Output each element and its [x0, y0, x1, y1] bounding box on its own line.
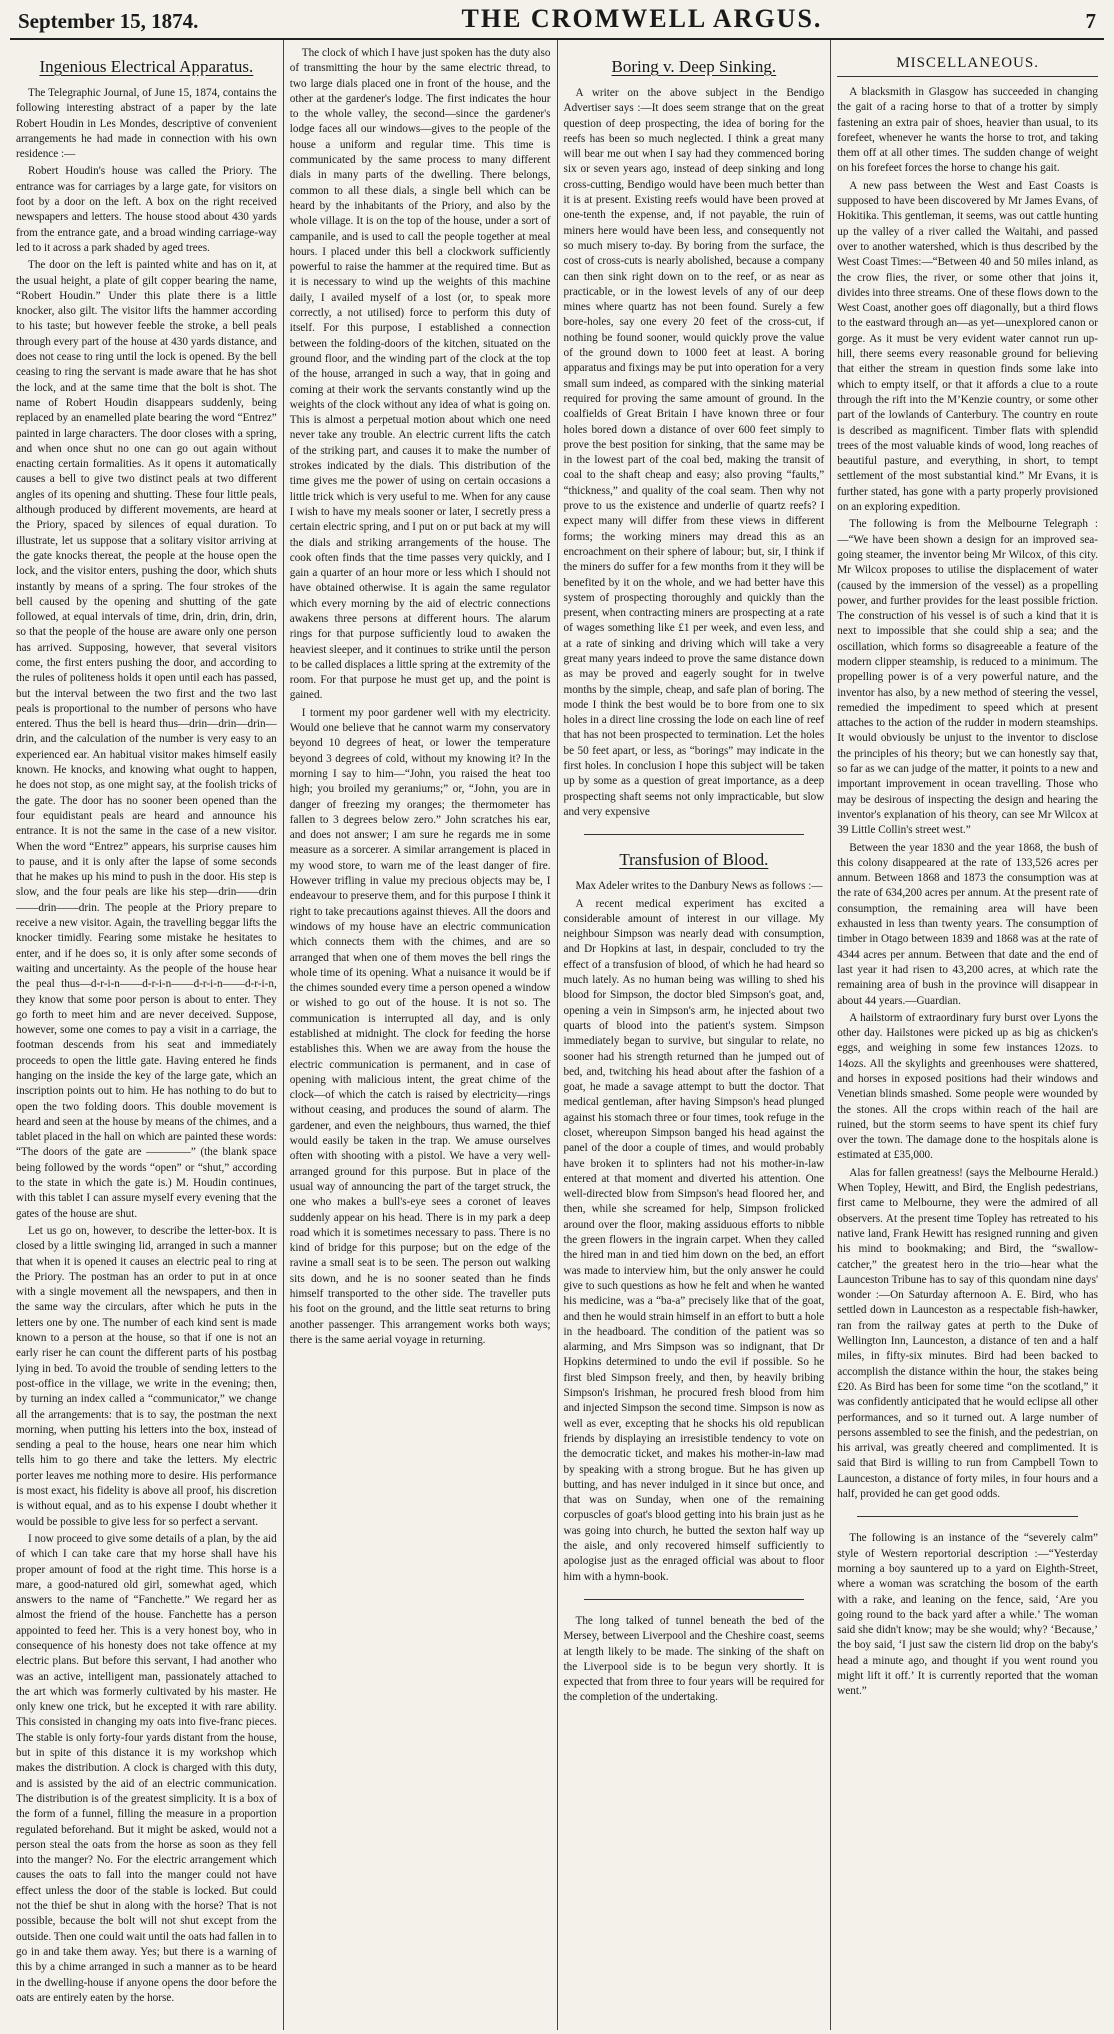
- section-title-miscellaneous: MISCELLANEOUS.: [837, 52, 1098, 77]
- article-divider: [584, 1599, 805, 1600]
- article-title-transfusion: Transfusion of Blood.: [619, 850, 769, 870]
- article-paragraph: Robert Houdin's house was called the Priory. The entrance was for carriages by a large gate, for visitors on foot by a door on the left. A box on the right received newspapers and letters. The house stood about 430 yards from the entrance gate, and a broad winding carriage-way led to it across a park shaded by aged trees.: [16, 165, 277, 254]
- article-paragraph: The long talked of tunnel beneath the bed of the Mersey, between Liverpool and the Cheshire coast, seems at length likely to be made. The sinking of the shaft on the Liverpool side is to be begun very shortly. It is expected that from three to four years will be required for the completion of the undertaking.: [563, 1614, 825, 1704]
- article-paragraph: I torment my poor gardener well with my electricity. Would one believe that he cannot warm my conservatory beyond 10 degrees of heat, or lower the temperature beyond 3 degrees of cold, without my knowing it? In the morning I say to him—“John, you raised the heat too high; you broiled my geraniums;” or, “John, you are in danger of freezing my oranges; the thermometer has fallen to 3 degrees below zero.” John scratches his ear, and does not answer; I am sure he regards me in some measure as a sorcerer. A similar arrangement is placed in my wood store, to warn me of the least danger of fire. However trifling in value my precious objects may be, I endeavour to preserve them, and for this purpose I think it right to take precautions against thieves. All the doors and windows of my house have an electric communication which connects them with the chimes, and are so arranged that when one of them moves the bell rings the whole time of its opening. What a nuisance it would be if the chimes sounded every time a person opened a window or wished to go out of the house. It is not so. The communication is interrupted all day, and is only established at midnight. The clock for feeding the horse establishes this. When we are away from the house the electric communication is permanent, and in case of opening with malicious intent, the great chime of the clock—of which the catch is raised by electricity—rings without ceasing, and produces the sound of alarm. The gardener, and even the neighbours, thus warned, the thief would easily be taken in the trap. We amuse ourselves often with shooting with a pistol. We have a very well-arranged ground for this purpose. But in place of the usual way of announcing the part of the target struck, the one who makes a bull's-eye sees a coronet of leaves suddenly appear on his head. There is in my park a deep road which it is sometimes necessary to pass. There is no kind of bridge for this purpose; but on the edge of the ravine a small seat is to be seen. The person out walking sits down, and he is no sooner seated than he finds himself transported to the other side. The traveller puts his foot on the ground, and the little seat returns to bring another passenger. This arrangement works both ways; there is the same aerial voyage in returning.: [289, 706, 551, 1346]
- columns: [10, 40, 1104, 2030]
- article-paragraph: A recent medical experiment has excited a considerable amount of interest in our village. My neighbour Simpson was nearly dead with consumption, and Dr Hopkins at last, in despair, concluded to try the effect of a transfusion of blood, of which he had heard so much lately. As no human being was willing to shed his blood for Simpson, the doctor bled Simpson's goat, and, opening a vein in Simpson's arm, he injected about two quarts of blood into the patient's system. Simpson immediately began to survive, but singular to relate, no sooner had his strength returned than he jumped out of bed, and, twitching his head about after the fashion of a goat, he made a savage attempt to butt the doctor. That medical gentleman, after having Simpson's head plunged against his stomach three or four times, took refuge in the closet, whereupon Simpson banged his head against the panel of the door a couple of times, and would probably have broken it to splinters had not his mother-in-law entered at that moment and diverted his attention. One well-directed blow from Simpson's head floored her, and then, while she screamed for help, Simpson frolicked around over the floor, making assiduous efforts to nibble the green flowers in the ingrain carpet. When they called the hired man in and tied him down on the bed, an effort was made to interview him, but the only answer he could give to such questions as how he felt and when he wanted his medicine, was a “ba-a” precisely like that of the goat, and then he would strain himself in an effort to butt a hole in the headboard. The condition of the patient was so alarming, and Mrs Simpson was so indignant, that Dr Hopkins determined to undo the evil if possible. So he first bled Simpson freely, and then, by heavily bribing Simpson's Irishman, he procured fresh blood from him and injected Simpson the second time. Simpson is now as well as ever, excepting that he shocks his old republican friends by displaying an irresistible tendency to vote on the democratic ticket, and makes his mother-in-law mad by speaking with a strong brogue. But he has given up butting, and has never indulged in it since but once, and that was on Sunday, when one of the remaining corpuscles of goat's blood getting into his brain just as he was going into church, he butted the sexton half way up the aisle, and only recovered himself sufficiently to apologise just as the enraged official was about to floor him with a hymn-book.: [563, 897, 825, 1583]
- article-paragraph: A writer on the above subject in the Bendigo Advertiser says :—It does seem strange that on the great question of deep prospecting, the idea of boring for the reefs has been so much neglected. I think a great many will bear me out when I say had they commenced boring six or seven years ago, instead of deep sinking and long cross-cutting, Bendigo would have been much better than it is at present. Existing reefs would have been proved at one-tenth the expense, and, if not payable, the ruin of miners here would have been less, and consequently not so much misery to-day. By boring from the surface, the cost of cross-cuts is nearly abolished, because a company can then sink right down on to the reef, or as near as practicable, or in the lowest levels of any of our deep mines where quartz has not been found. Surely a few bore-holes, say one every 20 feet of the cross-cut, if nothing be found sooner, would quickly prove the value of the ground down to 1000 feet at least. A boring apparatus and fixings may be put into operation for a very small sum indeed, as compared with the sinking material required for proving the same amount of ground. In the coalfields of Great Britain I have known three or four holes bored down a distance of over 600 feet simply to prove the best position for sinking, that the same may be in the lowest part of the coal bed, making the transit of coal to the shaft cheap and easy; also proving “faults,” “thickness,” and quality of the coal seam. Then why not prove to us the existence and underlie of quartz reefs? I expect many will differ from these views in different forms; the working miners may dread this as an encroachment on their sphere of labour; but, sir, I think if the miners do suffer for a few months from it they will be benefited by it on the whole, and we had better have this system of prospecting thoroughly and quickly than the present, when contracting miners are prospecting at a rate of wages something like £1 per week, and even less, and at a rate of sinking and driving which will take a very great many years indeed to prove the same distance down as may be proved and eagerly sought for in twelve months by the simple, cheap, and safe plan of boring. The mode I think the best would be to bore from one to six holes in a direct line crossing the lode on each line of reef that has not been prospected to termination. Let the holes be 50 feet apart, or less, as “borings” may indicate in the first holes. In conclusion I hope this subject will be taken up by some as a question of great importance, as a deep prospecting shaft seems not only impracticable, but slow and very expensive: [563, 87, 825, 818]
- article-paragraph: A new pass between the West and East Coasts is supposed to have been discovered by Mr James Evans, of Hokitika. This gentleman, it seems, was out cattle hunting up the valley of a river called the Waitahi, and passed over to another watershed, which is thus described by the West Coast Times:—“Between 40 and 50 miles inland, as the crow flies, the river, or some other that joins it, divides into three streams. One of these flows down to the West Coast, another goes off diagonally, but a third flows to the eastward through an—as yet—unexplored canon or gorge. As it must be very evident water cannot run up-hill, there seems every reasonable ground for believing that either the stream in question finds some lake into which to empty itself, or that it affords a clue to a route through the rift into the M’Kenzie country, or some other part of the lowlands of Canterbury. The country en route is described as magnificent. Timber flats with splendid trees of the most valuable kinds of wood, long reaches of beautiful pasture, and everything, in short, to tempt settlement of the most substantial kind.” Mr Evans, it is further stated, has gone with a party properly provisioned on an exploring expedition.: [837, 179, 1098, 514]
- article-paragraph: Between the year 1830 and the year 1868, the bush of this colony disappeared at the rate of 133,526 acres per annum. Between 1868 and 1873 the consumption was at the rate of 634,200 acres per annum. At the present rate of consumption, the remaining area will have been exhausted in less than twenty years. The consumption of timber in Otago between 1839 and 1868 was at the rate of 4344 acres per annum. Between that date and the end of last year it had risen to 43,200 acres, at which rate the remaining area of bush in the province will disappear in about 44 years.—Guardian.: [837, 841, 1098, 1007]
- article-paragraph: Alas for fallen greatness! (says the Melbourne Herald.) When Topley, Hewitt, and Bird, the English pedestrians, first came to Melbourne, they were the admired of all observers. At the present time Topley has retreated to his native land, Frank Hewitt has resigned running and given his mind to bookmaking; and Bird, the “swallow-catcher,” the greatest hero in the trio—hear what the Launceston Tribune has to say of this quondam nine days' wonder :—On Saturday afternoon A. E. Bird, who has settled down in Launceston as a respectable fish-hawker, ran from the railway gates at perth to the Duke of Wellington Inn, Launceston, a distance of ten and a half miles, in fifty-six minutes. Bird had been backed to accomplish the distance within the hour, the stakes being £20. As Bird has been for some time “on the scotland,” it was confidently anticipated that he would eclipse all other performances, and so it turned out. A large number of persons assembled to see the finish, and the pedestrian, on his arrival, was greatly cheered and complimented. It is said that Bird is willing to run from Campbell Town to Launceston, a distance of forty miles, in four hours and a half, provided he can get good odds.: [837, 1166, 1098, 1501]
- article-divider: [857, 1516, 1078, 1517]
- article-title-electrical: Ingenious Electrical Apparatus.: [39, 57, 254, 76]
- column-4: [831, 40, 1104, 2030]
- article-paragraph: The following is from the Melbourne Telegraph :—“We have been shown a design for an improved sea-going steamer, the inventor being Mr Wilcox, of this city. Mr Wilcox proposes to utilise the displacement of water (caused by the immersion of the vessel) as a propelling power, and further provides for the least possible friction. The construction of his vessel is of such a kind that it is next to impossible that she could ship a sea; and the oscillation, which forms so disagreeable a feature of the modern clipper steamship, is reduced to a minimum. The propelling power is of a very powerful nature, and the inventor has also, by a new method of steering the vessel, remedied the impediment to speed which at present attaches to the action of the rudder in modern steamships. It would obviously be unjust to the inventor to disclose the principles of his theory; but we can honestly say that, so far as we can judge of the matter, it points to a new and important improvement in ocean travelling. Those who may be desirous of inspecting the design and hearing the inventor's explanation of his theory, can see Mr Wilcox at 39 Little Collin's street west.”: [837, 518, 1098, 837]
- article-paragraph: The clock of which I have just spoken has the duty also of transmitting the hour by the same electric thread, to two large dials placed one in front of the house, and the other at the gardener's lodge. The first indicates the hour to the whole valley, the second—since the gardener's lodge faces all our windows—gives to the people of the house a uniform and regular time. This time is communicated by the same process to many different dials in many parts of the dwelling. There belongs, common to all these dials, a single bell which can be heard by the inhabitants of the Priory, and also by the whole village. It is on the top of the house, under a sort of campanile, and is used to call the people together at meal hours. I placed under this bell a clockwork sufficiently powerful to raise the hammer at the required time. But as it is necessary to wind up the weights of this machine daily, I availed myself of a lost (or, to speak more correctly, a not utilised) force to perform this duty of itself. For this purpose, I established a connection between the folding-doors of the kitchen, situated on the ground floor, and the winding part of the clock at the top of the house, arranged in such a way, that in going and coming at their work the servants constantly wind up the weights of the clock without any idea of what is going on. This is almost a perpetual motion about which one need never take any trouble. An electric current lifts the catch of the striking part, and causes it to make the number of strokes indicated by the dials. This distribution of the time gives me the power of using on certain occasions a little trick which is very useful to me. When for any cause I wish to have my meals sooner or later, I secretly press a certain electric spring, and I put on or put back at my will the dials and striking arrangements of the house. The cook often finds that the time passes very quickly, and I gain a quarter of an hour more or less which I should not have obtained otherwise. It is again the same regulator which every morning by the aid of electric connections awakens three persons at different hours. The alarum rings for that purpose sufficiently loud to awaken the heaviest sleeper, and it continues to strike until the person to be called displaces a little spring at the extremity of the room. For that purpose he must get up, and the point is gained.: [289, 47, 551, 702]
- article-paragraph: The door on the left is painted white and has on it, at the usual height, a plate of gilt copper bearing the name, “Robert Houdin.” Under this plate there is a little knocker, also gilt. The visitor lifts the hammer according to his taste; but however feeble the stroke, a bell peals through every part of the house at 430 yards distance, and does not cease to ring until the lock is opened. By the bell ceasing to ring the servant is made aware that he has shot the lock, and at the same time that the bolt is shot. The name of Robert Houdin disappears suddenly, being replaced by an enamelled plate bearing the word “Entrez” painted in large characters. The door closes with a spring, and when once shut no one can go out again without enacting certain formalities. As it opens it automatically causes a bell to give two distinct peals at two different angles of its opening and shutting. These four little peals, although produced by different movements, are heard at the Priory, spaced by silences of equal duration. To illustrate, let us suppose that a solitary visitor arriving at the gate knocks thereat, the people at the house open the lock, and the visitor enters, pushing the door, which shuts instantly by means of a spring. The four strokes of the bell caused by the opening and shutting of the gate followed, at equal intervals of time, drin, drin, drin, drin, so that the people of the house are aware only one person has arrived. Supposing, however, that several visitors come, the first enters pushing the door, and according to the rules of politeness holds it open until each has passed, but the interval between the two first and the two last peals is proportional to the number of persons who have entered. Thus the bell is heard thus—drin—drin—drin—drin, and the calculation of the number is very easy to an experienced ear. An habitual visitor makes himself easily known. He knocks, and knowing what ought to happen, he does not stop, as one might say, at the foolish tricks of the gate. The door has no sooner been opened than the four equidistant peals are heard and announce his entrance. It is not the same in the case of a new visitor. When the word “Entrez” appears, his surprise causes him to pause, and it is only after the lapse of some seconds that he makes up his mind to push in the door. His step is slow, and the four peals are like his step—drin——drin——drin——drin. The people at the Priory prepare to receive a new visitor. Again, the travelling beggar lifts the knocker timidly. Fearing some mistake he hesitates to enter, and if he does so, it is only after some seconds of waiting and uncertainty. As the people of the house hear the peal thus—d-r-i-n——d-r-i-n——d-r-i-n——d-r-i-n, they know that some poor person is about to enter. They go forth to meet him and are never deceived. Suppose, however, some one comes to pay a visit in a carriage, the footman descends from his seat and immediately proceeds to open the little gate. Having entered he finds hanging on the inside the key of the large gate, which an inscription points out to him. He has nothing to do but to open the two folding doors. This double movement is heard and seen at the house by means of the chimes, and a tablet placed in the hall on which are painted these words: “The doors of the gate are ————” (the blank space being followed by the words “open” or “shut,” according to the state in which the gate is.) M. Houdin continues, with this tablet I can assure myself every evening that the gates of the house are shut.: [16, 259, 277, 1220]
- issue-date: September 15, 1874.: [18, 9, 199, 33]
- page-number: 7: [1085, 9, 1096, 33]
- column-3: [558, 40, 831, 2030]
- article-paragraph: The Telegraphic Journal, of June 15, 1874, contains the following interesting abstract of a paper by the late Robert Houdin in Les Mondes, descriptive of convenient arrangements he had made in connection with his own residence :—: [16, 87, 277, 161]
- masthead: [10, 0, 1104, 40]
- article-paragraph: The following is an instance of the “severely calm” style of Western reportorial description :—“Yesterday morning a boy sauntered up to a yard on Eighth-Street, where a woman was scratching the bosom of the earth with a rake, and leaning on the fence, said, ‘Are you going round to the back yard after a while.’ The woman said she didn't know; may be she would; why? ‘Because,’ the boy said, ‘I just saw the cistern lid drop on the baby's head a minute ago, and thought if you went round you might lift it off.’ It is currently reported that the woman went.”: [837, 1532, 1098, 1698]
- article-title-boring: Boring v. Deep Sinking.: [611, 57, 777, 76]
- article-divider: [584, 834, 805, 835]
- article-paragraph: I now proceed to give some details of a plan, by the aid of which I can take care that my horse shall have his proper amount of food at the right time. This horse is a mare, a good-natured old girl, somewhat aged, which answers to the name of “Fanchette.” We regard her as almost the friend of the house. Fanchette has a person appointed to feed her. This is a very honest boy, who in consequence of his honesty does not take offence at my electric plans. But before this servant, I had another who was an active, intelligent man, passionately attached to the art which was formerly cultivated by his master. He only knew one trick, but he excepted it with rare ability. This consisted in changing my oats into five-franc pieces. The stable is only forty-four yards distant from the house, but in spite of this distance it is my workshop which makes the distribution. A clock is charged with this duty, and is assisted by the aid of an electric communication. The distribution is of the greatest simplicity. It is a box of the form of a funnel, filling the measure in a proportion regulated beforehand. But it might be asked, would not a person steal the oats from the horse as soon as they fell into the manger? No. For the electric arrangement which causes the oats to fall into the manger could not have effect unless the door of the stable is locked. But could not the thief be shut in along with the horse? That is not possible, because the bolt will not shut except from the outside. Then one could wait until the oats had fallen in to go in and take them away. Yes; but there is a warning of this by a chime arranged in such a manner as to be heard in the dwelling-house if anyone opens the door before the oats are entirely eaten by the horse.: [16, 1532, 277, 2004]
- column-1: [10, 40, 283, 2030]
- article-paragraph: Max Adeler writes to the Danbury News as follows :—: [575, 880, 823, 893]
- article-paragraph: Let us go on, however, to describe the letter-box. It is closed by a little swinging lid, arranged in such a manner that when it is opened it causes an electric peal to ring at the Priory. The postman has an order to put in at once with a single movement all the newspapers, and then in the same way the circulars, after which he puts in the letters one by one. The number of each kind sent is made known to a person at the house, so that if one is not an early riser he can count the different parts of his postbag lying in bed. To avoid the trouble of sending letters to the post-office in the village, we write in the evening; then, by turning an index called a “communicator,” we change all the arrangements: that is to say, the postman the next morning, when putting his letters into the box, instead of sending a peal to the house, hears one near him which tells him to go there and take the letters. My electric porter leaves me nothing more to desire. His performance is most exact, his fidelity is above all proof, his discretion is without equal, and as to his expense I doubt whether it would be possible to give less for so perfect a servant.: [16, 1224, 277, 1528]
- newspaper-title: THE CROMWELL ARGUS.: [461, 4, 823, 33]
- article-paragraph: A hailstorm of extraordinary fury burst over Lyons the other day. Hailstones were picked up as big as chicken's eggs, and weighing in some few instances 12ozs. to 14ozs. All the skylights and greenhouses were shattered, and horses in exposed positions had their windows and Venetian blinds smashed. Some people were wounded by the stones. All the crops within reach of the hail are ruined, but the storm seems to have spent its chief fury over the town. The damage done to the hospitals alone is estimated at £35,000.: [837, 1011, 1098, 1162]
- column-2: [284, 40, 557, 2030]
- article-paragraph: A blacksmith in Glasgow has succeeded in changing the gait of a racing horse to that of a trotter by simply fastening an extra pair of shoes, heavier than usual, to its forefeet, whenever he wants the horse to trot, and taking them off at all other times. The sudden change of weight on his forefeet forces the horse to change his gait.: [837, 86, 1098, 175]
